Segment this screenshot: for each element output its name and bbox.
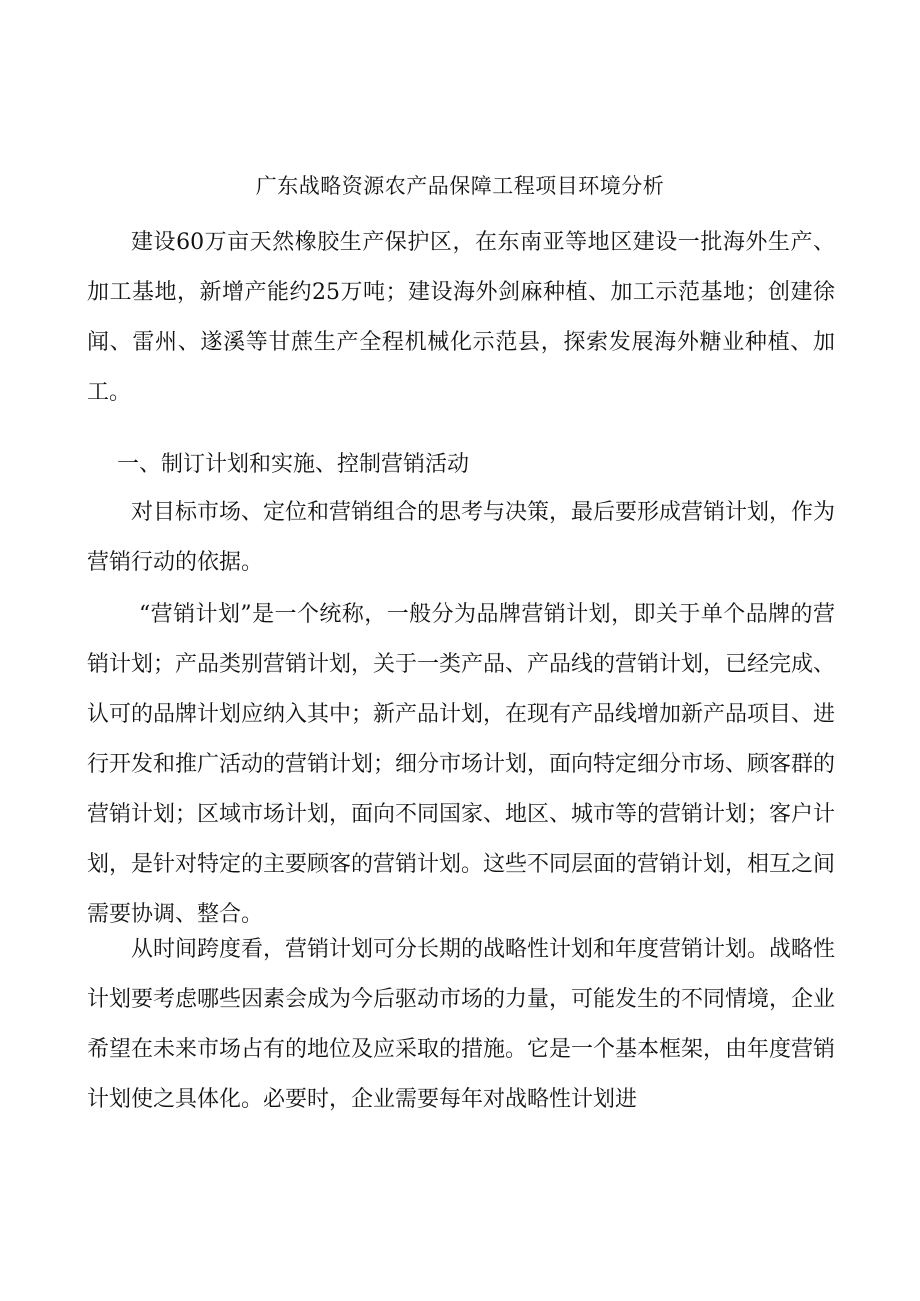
paragraph-rubber-sugar-bases: 建设60万亩天然橡胶生产保护区，在东南亚等地区建设一批海外生产、加工基地，新增产能约25万吨；建设海外剑麻种植、加工示范基地；创建徐闻、雷州、遂溪等甘蔗生产全程机械化示范县，探索发展海外糖业种植、加工。	[87, 230, 835, 405]
paragraph-marketing-plan-types: “营销计划”是一个统称，一般分为品牌营销计划，即关于单个品牌的营销计划；产品类别营销计划，关于一类产品、产品线的营销计划，已经完成、认可的品牌计划应纳入其中；新产品计划，在现有产品线增加新产品项目、进行开发和推广活动的营销计划；细分市场计划，面向特定细分市场、顾客群的营销计划；区域市场计划，面向不同国家、地区、城市等的营销计划；客户计划，是针对特定的主要顾客的营销计划。这些不同层面的营销计划，相互之间需要协调、整合。	[87, 602, 836, 927]
document-title: 广东战略资源农产品保障工程项目环境分析	[255, 174, 665, 198]
paragraph-marketing-plan-basis: 对目标市场、定位和营销组合的思考与决策，最后要形成营销计划，作为营销行动的依据。	[87, 500, 836, 575]
section-heading: 一、制订计划和实施、控制营销活动	[117, 452, 470, 477]
paragraph-time-span: 从时间跨度看，营销计划可分长期的战略性计划和年度营销计划。战略性计划要考虑哪些因素会成为今后驱动市场的力量，可能发生的不同情境，企业希望在未来市场占有的地位及应采取的措施。它是一个基本框架，由年度营销计划使之具体化。必要时，企业需要每年对战略性计划进	[87, 937, 836, 1112]
